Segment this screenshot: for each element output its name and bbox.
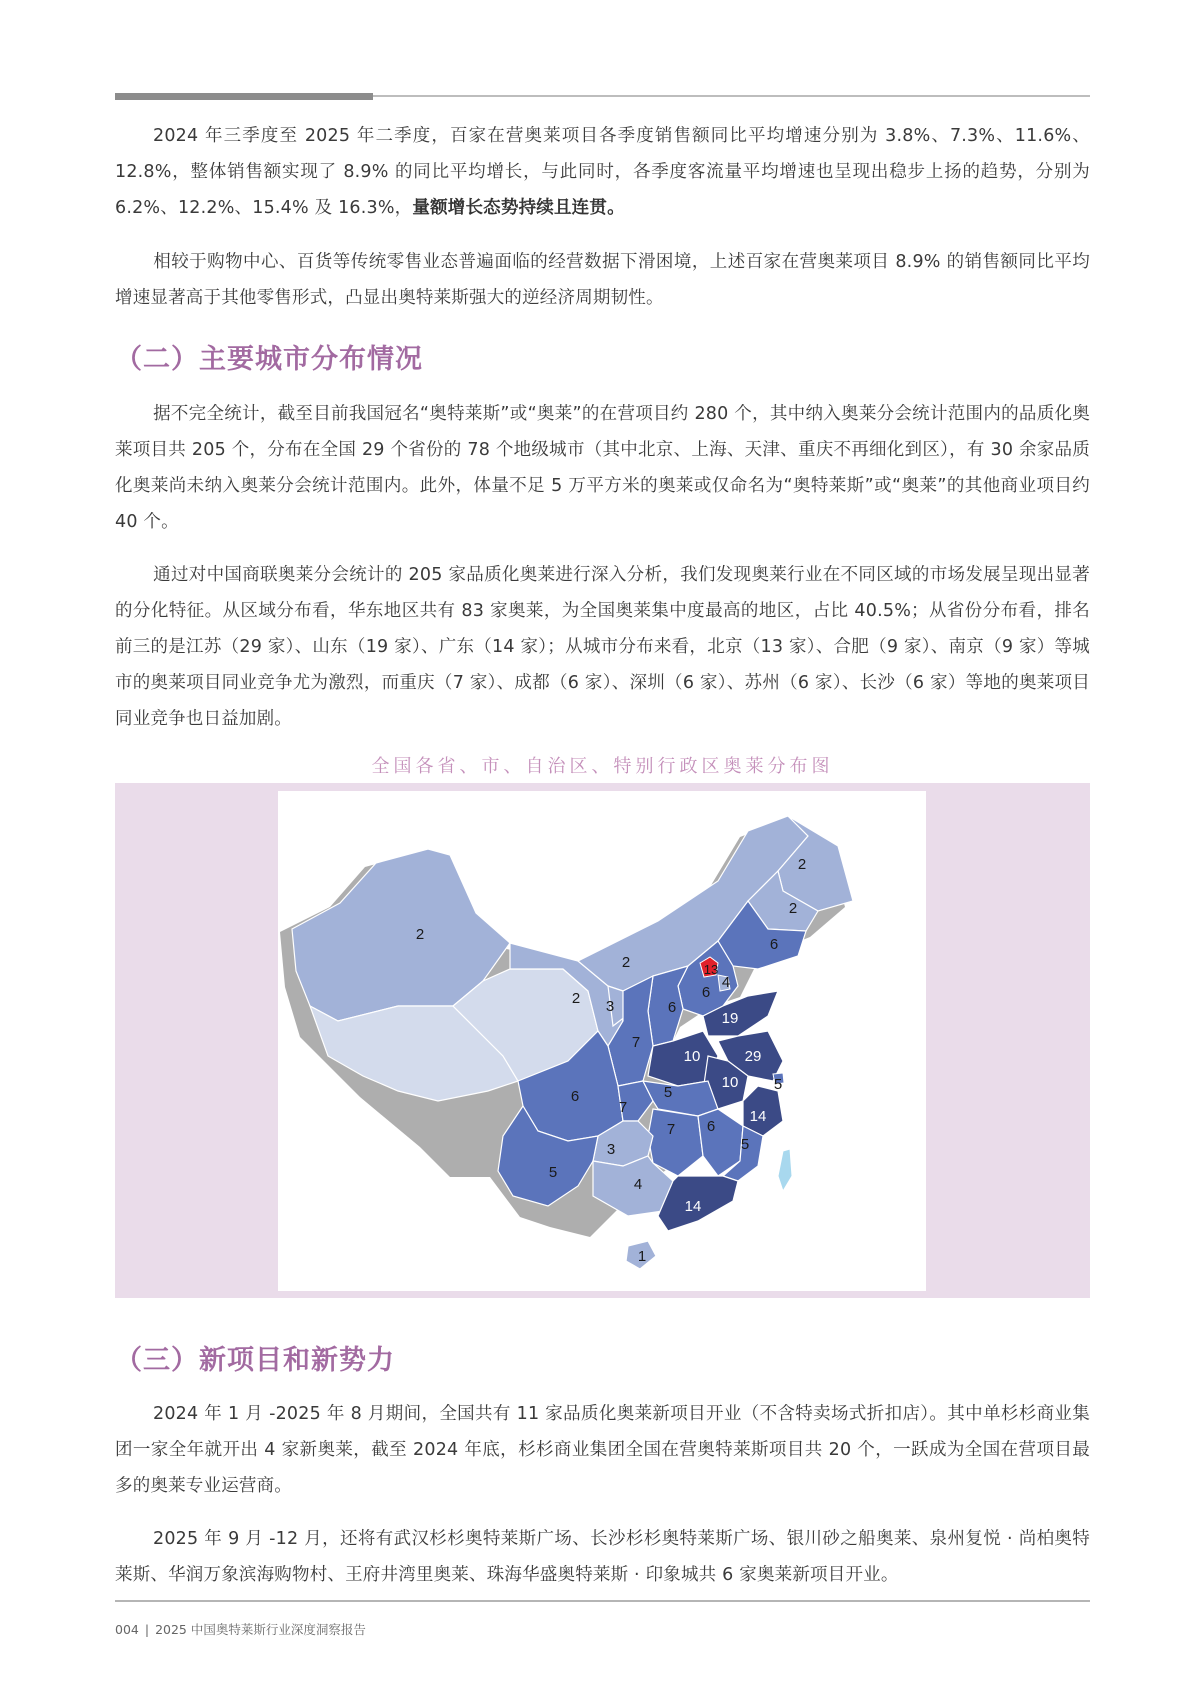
label-guizhou: 3 <box>606 1141 616 1158</box>
label-henan: 10 <box>683 1048 701 1065</box>
paragraph-project-count <box>115 396 1090 540</box>
label-shandong: 19 <box>721 1010 739 1027</box>
label-hainan: 1 <box>637 1248 647 1265</box>
page-number: 004 <box>115 1622 139 1637</box>
header-rule-accent <box>115 93 373 100</box>
label-jiangxi: 6 <box>706 1118 716 1135</box>
paragraph-text: 据不完全统计，截至目前我国冠名“奥特莱斯”或“奥莱”的在营项目约 280 个，其中纳入奥莱分会统计范围内的品质化奥莱项目共 205 个，分布在全国 29 个省份的 78 个地级城市（其中北京、上海、天津、重庆不再细化到区），有 30 余家品质化奥莱尚未纳入奥莱分会统计范围内。此外，体量不足 5 万平方米的奥莱或仅命名为“奥特莱斯”或“奥莱”的其他商业项目约 40 个。 <box>115 404 1090 532</box>
paragraph-text: 2024 年 1 月 -2025 年 8 月期间，全国共有 11 家品质化奥莱新项目开业（不含特卖场式折扣店）。其中单杉杉商业集团一家全年就开出 4 家新奥莱，截至 2024 年底，杉杉商业集团全国在营奥特莱斯项目共 20 个，一跃成为全国在营项目最多的奥莱专业运营商。 <box>115 1404 1090 1496</box>
label-chongqing: 7 <box>618 1099 628 1116</box>
paragraph-upcoming-projects <box>115 1521 1090 1593</box>
label-tianjin: 4 <box>721 974 731 991</box>
footer-separator: | <box>144 1622 150 1637</box>
label-fujian: 5 <box>740 1136 750 1153</box>
label-heilongjiang: 2 <box>797 856 807 873</box>
label-liaoning: 6 <box>769 936 779 953</box>
paragraph-text: 通过对中国商联奥莱分会统计的 205 家品质化奥莱进行深入分析，我们发现奥莱行业在不同区域的市场发展呈现出显著的分化特征。从区域分布看，华东地区共有 83 家奥莱，为全国奥莱集中度最高的地区，占比 40.5%；从省份分布看，排名前三的是江苏（29 家）、山东（19 家）、广东（14 家）；从城市分布来看，北京（13 家）、合肥（9 家）、南京（9 家）等城市的奥莱项目同业竞争尤为激烈，而重庆（7 家）、成都（6 家）、深圳（6 家）、苏州（6 家）、长沙（6 家）等地的奥莱项目同业竞争也日益加剧。 <box>115 565 1090 729</box>
map-caption: 全国各省、市、自治区、特别行政区奥莱分布图 <box>371 756 834 777</box>
paragraph-regional-analysis <box>115 557 1090 737</box>
region-taiwan <box>778 1149 792 1191</box>
label-guangdong: 14 <box>684 1198 702 1215</box>
paragraph-bold-conclusion: 量额增长态势持续且连贯。 <box>412 198 625 218</box>
china-outlet-distribution-map <box>278 791 926 1291</box>
page-footer <box>115 1620 366 1638</box>
label-beijing: 13 <box>703 962 719 977</box>
label-jiangsu: 29 <box>744 1048 762 1065</box>
section-heading-city-distribution: （二）主要城市分布情况 <box>115 344 423 375</box>
label-shanxi: 6 <box>667 999 677 1016</box>
map-svg <box>278 791 926 1291</box>
section-heading-new-projects: （三）新项目和新势力 <box>115 1345 395 1376</box>
label-inner-mongolia: 2 <box>621 954 631 971</box>
label-gansu: 2 <box>571 990 581 1007</box>
map-panel <box>115 783 1090 1298</box>
label-hebei: 6 <box>701 984 711 1001</box>
label-shaanxi: 7 <box>631 1034 641 1051</box>
paragraph-text: 2024 年三季度至 2025 年二季度，百家在营奥莱项目各季度销售额同比平均增速分别为 3.8%、7.3%、11.6%、12.8%，整体销售额实现了 8.9% 的同比平均增长，与此同时，各季度客流量平均增速也呈现出稳步上扬的趋势，分别为 6.2%、12.2%、15.4% 及 16.3%， <box>115 126 1090 218</box>
label-ningxia: 3 <box>605 998 615 1015</box>
label-guangxi: 4 <box>633 1176 643 1193</box>
paragraph-new-openings <box>115 1396 1090 1504</box>
label-zhejiang: 14 <box>749 1108 767 1125</box>
label-sichuan: 6 <box>570 1088 580 1105</box>
label-hubei: 5 <box>663 1084 673 1101</box>
label-shanghai: 5 <box>773 1076 783 1093</box>
footer-rule <box>115 1600 1090 1602</box>
paragraph-sales-growth <box>115 118 1090 226</box>
paragraph-text: 2025 年 9 月 -12 月，还将有武汉杉杉奥特莱斯广场、长沙杉杉奥特莱斯广场、银川砂之船奥莱、泉州复悦 · 尚柏奥特莱斯、华润万象滨海购物村、王府井湾里奥莱、珠海华盛奥特莱斯 · 印象城共 6 家奥莱新项目开业。 <box>115 1529 1090 1585</box>
report-title: 2025 中国奥特莱斯行业深度洞察报告 <box>155 1622 366 1637</box>
label-hunan: 7 <box>666 1121 676 1138</box>
label-xinjiang: 2 <box>415 926 425 943</box>
label-jilin: 2 <box>788 900 798 917</box>
label-anhui: 10 <box>721 1074 739 1091</box>
paragraph-text: 相较于购物中心、百货等传统零售业态普遍面临的经营数据下滑困境，上述百家在营奥莱项目 8.9% 的销售额同比平均增速显著高于其他零售形式，凸显出奥特莱斯强大的逆经济周期韧性。 <box>115 252 1090 308</box>
paragraph-resilience <box>115 244 1090 316</box>
label-yunnan: 5 <box>548 1164 558 1181</box>
